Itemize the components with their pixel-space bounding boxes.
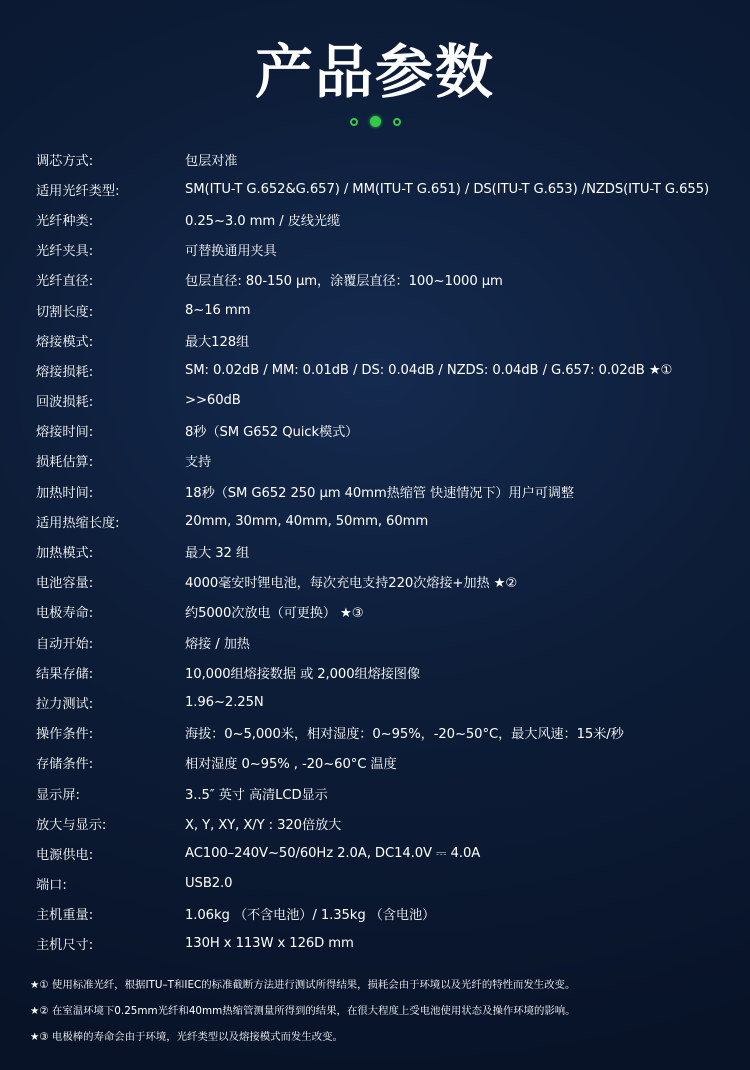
spec-label: 存储条件: xyxy=(36,757,94,773)
spec-value: 20mm, 30mm, 40mm, 50mm, 60mm xyxy=(185,513,429,529)
footnotes xyxy=(30,972,730,1050)
spec-value: SM(ITU-T G.652&G.657) / MM(ITU-T G.651) / DS(ITU-T G.653) /NZDS(ITU-T G.655) xyxy=(185,181,710,197)
spec-row xyxy=(36,627,736,657)
spec-value: 18秒（SM G652 250 μm 40mm热缩管 快速情况下）用户可调整 xyxy=(185,485,574,501)
spec-row xyxy=(36,416,736,446)
spec-value: SM: 0.02dB / MM: 0.01dB / DS: 0.04dB / NZDS: 0.04dB / G.657: 0.02dB ★① xyxy=(185,362,673,378)
spec-value: 3..5″ 英寸 高清LCD显示 xyxy=(185,787,328,803)
spec-value: 包层直径: 80-150 μm，涂覆层直径：100~1000 μm xyxy=(185,274,503,290)
spec-label: 加热时间: xyxy=(36,485,94,501)
footnote: ★② 在室温环境下0.25mm光纤和40mm热缩管测量所得到的结果，在很大程度上受电池使用状态及操作环境的影响。 xyxy=(30,1005,576,1017)
pager-dot-3 xyxy=(393,118,401,126)
pager-dot-1 xyxy=(350,118,358,126)
spec-value: 相对湿度 0~95% , -20~60°C 温度 xyxy=(185,757,397,773)
spec-value: 4000毫安时锂电池，每次充电支持220次熔接+加热 ★② xyxy=(185,576,518,592)
spec-label: 放大与显示: xyxy=(36,817,107,833)
spec-value: 10,000组熔接数据 或 2,000组熔接图像 xyxy=(185,666,420,682)
spec-label: 电源供电: xyxy=(36,847,94,863)
spec-label: 主机重量: xyxy=(36,908,94,924)
spec-row xyxy=(36,355,736,385)
spec-label: 端口: xyxy=(36,878,67,894)
spec-label: 电极寿命: xyxy=(36,606,94,622)
spec-value: >>60dB xyxy=(185,393,241,409)
spec-row xyxy=(36,295,736,325)
spec-row xyxy=(36,687,736,717)
spec-value: 海拔：0~5,000米，相对湿度：0~95%，-20~50°C，最大风速：15米/秒 xyxy=(185,727,624,743)
pager-dots xyxy=(0,116,750,127)
spec-label: 自动开始: xyxy=(36,636,94,652)
spec-label: 回波损耗: xyxy=(36,395,94,411)
spec-row xyxy=(36,748,736,778)
spec-value: 0.25~3.0 mm / 皮线光缆 xyxy=(185,213,341,229)
spec-row xyxy=(36,567,736,597)
spec-value: 8~16 mm xyxy=(185,302,251,318)
pager-dot-2-active xyxy=(370,116,381,127)
spec-row xyxy=(36,597,736,627)
spec-value: X, Y, XY, X/Y : 320倍放大 xyxy=(185,817,342,833)
page-title: 产品参数 xyxy=(254,38,495,106)
spec-label: 熔接时间: xyxy=(36,425,94,441)
spec-row xyxy=(36,265,736,295)
spec-value: 熔接 / 加热 xyxy=(185,636,250,652)
spec-row xyxy=(36,808,736,838)
spec-row xyxy=(36,506,736,536)
spec-value: 8秒（SM G652 Quick模式） xyxy=(185,425,359,441)
footnote: ★③ 电极棒的寿命会由于环境，光纤类型以及熔接模式而发生改变。 xyxy=(30,1031,343,1043)
spec-value: USB2.0 xyxy=(185,876,233,892)
spec-row xyxy=(36,838,736,868)
spec-label: 调芯方式: xyxy=(36,153,94,169)
spec-label: 拉力测试: xyxy=(36,696,94,712)
spec-label: 适用热缩长度: xyxy=(36,515,120,531)
spec-row xyxy=(36,386,736,416)
spec-row xyxy=(36,476,736,506)
spec-label: 电池容量: xyxy=(36,576,94,592)
spec-row xyxy=(36,325,736,355)
spec-label: 光纤种类: xyxy=(36,213,94,229)
spec-row xyxy=(36,869,736,899)
spec-row xyxy=(36,899,736,929)
spec-table xyxy=(36,144,736,959)
spec-label: 熔接损耗: xyxy=(36,364,94,380)
footnote: ★① 使用标准光纤，根据ITU–T和IEC的标准截断方法进行测试所得结果，损耗会由于环境以及光纤的特性而发生改变。 xyxy=(30,979,576,991)
spec-value: 1.96~2.25N xyxy=(185,694,264,710)
spec-value: 最大 32 组 xyxy=(185,546,250,562)
spec-label: 熔接模式: xyxy=(36,334,94,350)
spec-label: 损耗估算: xyxy=(36,455,94,471)
spec-row xyxy=(36,144,736,174)
spec-value: 包层对准 xyxy=(185,153,238,169)
spec-label: 光纤直径: xyxy=(36,274,94,290)
spec-value: 支持 xyxy=(185,455,212,471)
spec-row xyxy=(36,536,736,566)
spec-row xyxy=(36,778,736,808)
spec-value: AC100–240V~50/60Hz 2.0A, DC14.0V ⎓ 4.0A xyxy=(185,845,481,861)
spec-value: 130H x 113W x 126D mm xyxy=(185,936,354,952)
spec-label: 主机尺寸: xyxy=(36,938,94,954)
spec-label: 显示屏: xyxy=(36,787,81,803)
spec-row xyxy=(36,929,736,959)
spec-value: 可替换通用夹具 xyxy=(185,244,277,260)
spec-row xyxy=(36,204,736,234)
spec-label: 结果存储: xyxy=(36,666,94,682)
spec-label: 切割长度: xyxy=(36,304,94,320)
spec-row xyxy=(36,174,736,204)
spec-row xyxy=(36,235,736,265)
spec-row xyxy=(36,446,736,476)
spec-value: 最大128组 xyxy=(185,334,250,350)
spec-label: 适用光纤类型: xyxy=(36,183,120,199)
spec-label: 操作条件: xyxy=(36,727,94,743)
spec-row xyxy=(36,657,736,687)
spec-value: 约5000次放电（可更换） ★③ xyxy=(185,606,364,622)
spec-value: 1.06kg （不含电池）/ 1.35kg （含电池） xyxy=(185,908,436,924)
spec-row xyxy=(36,718,736,748)
spec-label: 加热模式: xyxy=(36,546,94,562)
spec-label: 光纤夹具: xyxy=(36,244,94,260)
